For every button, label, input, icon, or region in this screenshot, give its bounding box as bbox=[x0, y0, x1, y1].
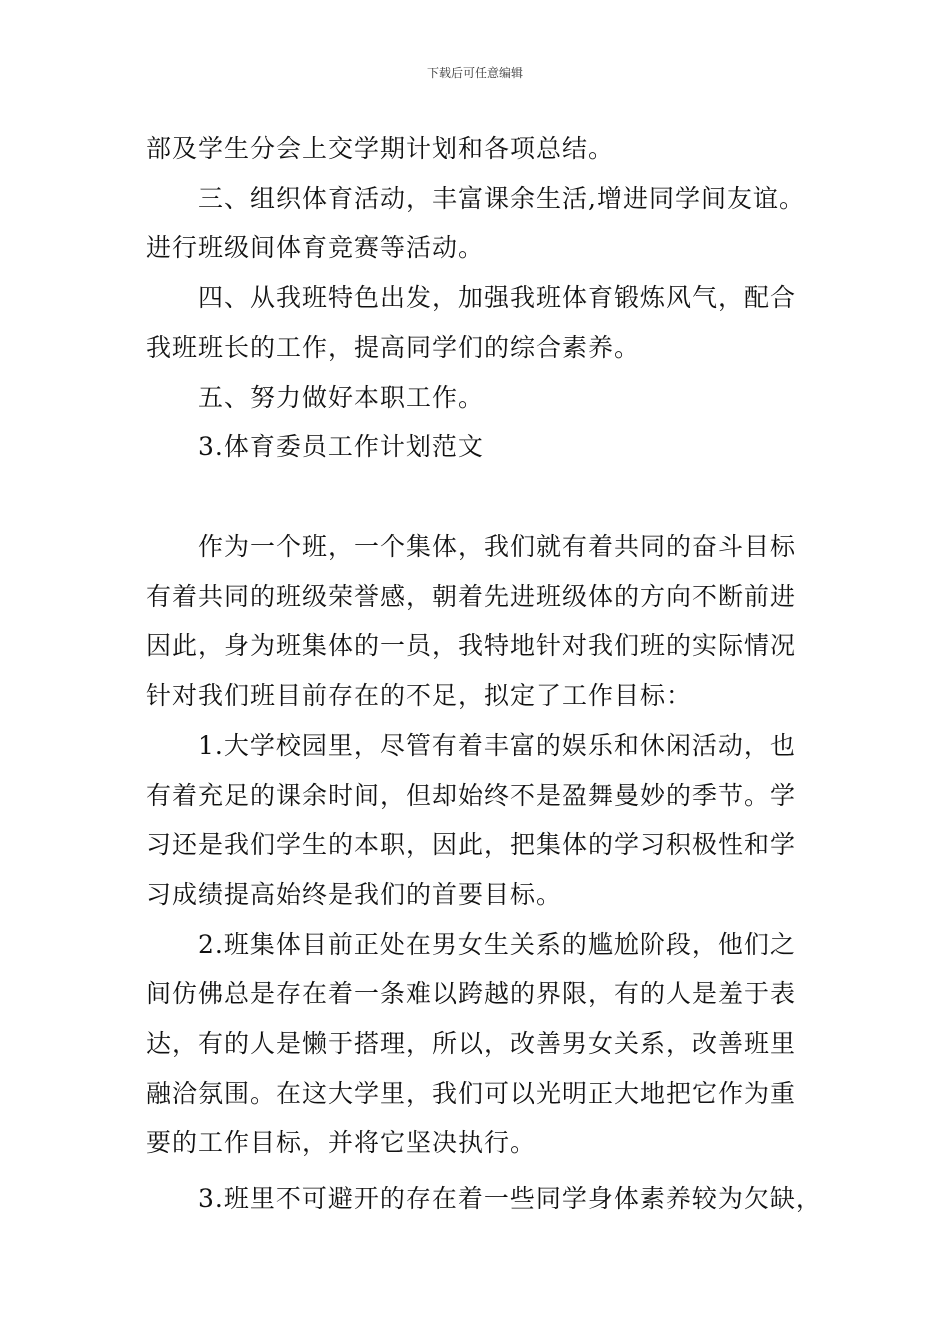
text-line: 有着共同的班级荣誉感，朝着先进班级体的方向不断前进 bbox=[146, 582, 797, 611]
text-line: 3.班里不可避开的存在着一些同学身体素养较为欠缺， bbox=[146, 1184, 822, 1213]
section-heading: 3.体育委员工作计划范文 bbox=[146, 432, 484, 461]
text-line: 要的工作目标，并将它坚决执行。 bbox=[146, 1128, 537, 1157]
text-line: 习还是我们学生的本职，因此，把集体的学习积极性和学 bbox=[146, 830, 797, 859]
text-line: 进行班级间体育竞赛等活动。 bbox=[146, 233, 485, 262]
text-line: 有着充足的课余时间，但却始终不是盈舞曼妙的季节。学 bbox=[146, 781, 797, 810]
text-line: 融洽氛围。在这大学里，我们可以光明正大地把它作为重 bbox=[146, 1079, 797, 1108]
text-line: 部及学生分会上交学期计划和各项总结。 bbox=[146, 134, 615, 163]
page-header: 下载后可任意编辑 bbox=[426, 66, 523, 80]
text-line: 2.班集体目前正处在男女生关系的尴尬阶段，他们之 bbox=[146, 930, 796, 959]
text-line: 针对我们班目前存在的不足，拟定了工作目标： bbox=[146, 681, 693, 710]
text-line: 作为一个班，一个集体，我们就有着共同的奋斗目标 bbox=[146, 532, 797, 561]
text-line: 因此，身为班集体的一员，我特地针对我们班的实际情况 bbox=[146, 631, 797, 660]
text-line: 习成绩提高始终是我们的首要目标。 bbox=[146, 880, 563, 909]
text-line: 我班班长的工作，提高同学们的综合素养。 bbox=[146, 333, 641, 362]
text-line: 1.大学校园里，尽管有着丰富的娱乐和休闲活动，也 bbox=[146, 731, 796, 760]
text-line: 三、组织体育活动，丰富课余生活,增进同学间友谊。 bbox=[146, 184, 805, 213]
text-line: 四、从我班特色出发，加强我班体育锻炼风气，配合 bbox=[146, 283, 797, 312]
text-line: 五、努力做好本职工作。 bbox=[146, 383, 485, 412]
text-line: 达，有的人是懒于搭理，所以，改善男女关系，改善班里 bbox=[146, 1029, 797, 1058]
text-line: 间仿佛总是存在着一条难以跨越的界限，有的人是羞于表 bbox=[146, 979, 797, 1008]
